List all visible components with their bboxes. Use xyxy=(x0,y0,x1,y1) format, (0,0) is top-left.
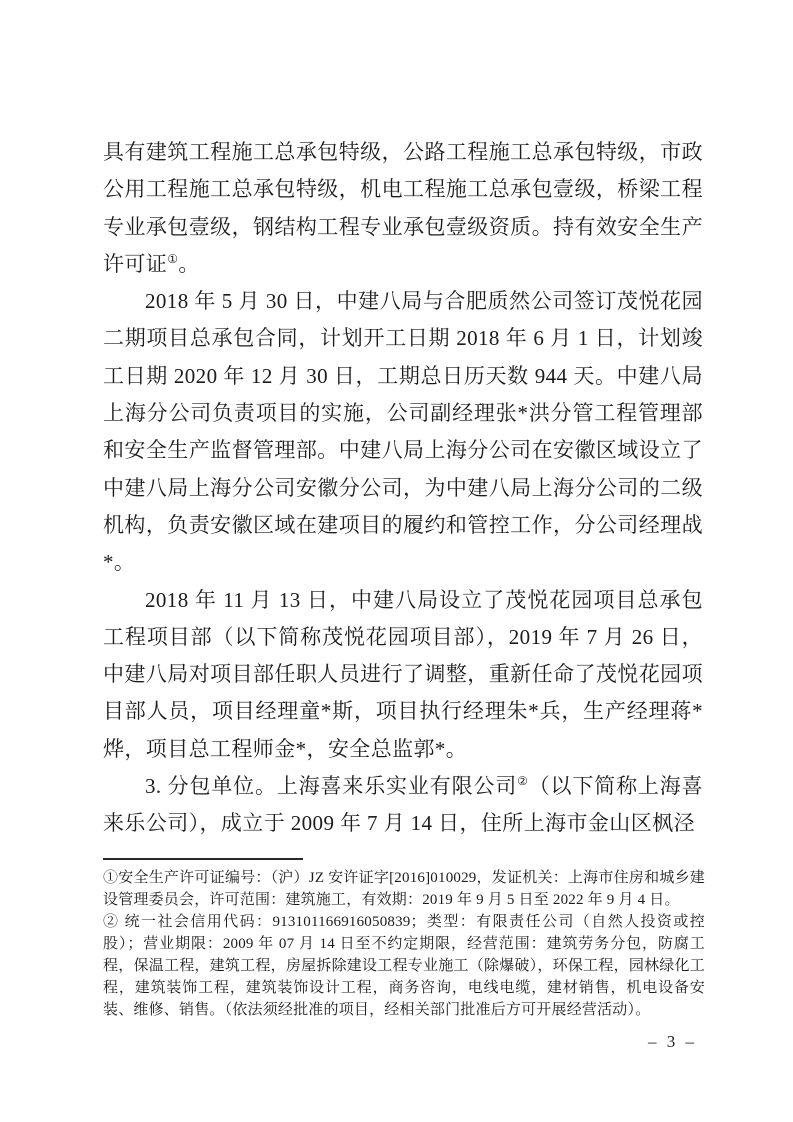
paragraph-text: （以下简称上海喜来乐公司），成立于 2009 年 7 月 14 日，住所上海市金山区枫泾 xyxy=(103,774,703,836)
paragraph-text: 2018 年 11 月 13 日，中建八局设立了茂悦花园项目总承包工程项目部（以下简称茂悦花园项目部），2019 年 7 月 26 日，中建八局对项目部任职人员进行了调整，重新任命了茂悦花园项目部人员，项目经理童*斯，项目执行经理朱*兵，生产经理蒋*烨，项目总工程师金*，安全总监郭*。 xyxy=(103,587,703,761)
paragraph-project-team xyxy=(103,582,703,768)
paragraph-qualifications xyxy=(103,134,703,283)
document-body xyxy=(103,134,703,843)
paragraph-text: 具有建筑工程施工总承包特级，公路工程施工总承包特级，市政公用工程施工总承包特级，机电工程施工总承包壹级，桥梁工程专业承包壹级，钢结构工程专业承包壹级资质。持有效安全生产许可证 xyxy=(103,140,703,276)
paragraph-text: 3. 分包单位。上海喜来乐实业有限公司 xyxy=(145,774,518,799)
paragraph-text: 2018 年 5 月 30 日，中建八局与合肥质然公司签订茂悦花园二期项目总承包合同，计划开工日期 2018 年 6 月 1 日，计划竣工日期 2020 年 12 月 30 日，工期总日历天数 944 天。中建八局上海分公司负责项目的实施，公司副经理张*洪分管工程管理部和安全生产监督管理部。中建八局上海分公司在安徽区域设立了中建八局上海分公司安徽分公司，为中建八局上海分公司的二级机构，负责安徽区域在建项目的履约和管控工作，分公司经理战*。 xyxy=(103,289,703,575)
footnote-2 xyxy=(103,911,705,1021)
paragraph-contract xyxy=(103,283,703,581)
paragraph-subcontractor xyxy=(103,768,703,843)
footnote-ref-2: ② xyxy=(517,774,529,789)
footnote-1 xyxy=(103,867,705,911)
footnote-text: ①安全生产许可证编号：（沪）JZ 安许证字[2016]010029，发证机关：上海市住房和城乡建设管理委员会，许可范围：建筑施工，有效期：2019 年 9 月 5 日至 2022 年 9 月 4 日。 xyxy=(103,870,705,908)
paragraph-text: 。 xyxy=(178,251,200,276)
footnote-ref-1: ① xyxy=(167,251,179,266)
footnotes-section xyxy=(103,858,705,1021)
page-number: – 3 – xyxy=(648,1032,697,1051)
footnote-text: ② 统一社会信用代码：913101166916050839；类型：有限责任公司（自然人投资或控股）；营业期限：2009 年 07 月 14 日至不约定期限，经营范围：建筑劳务分包，防腐工程，保温工程，建筑工程，房屋拆除建设工程专业施工（除爆破），环保工程，园林绿化工程，建筑装饰工程，建筑装饰设计工程，商务咨询，电线电缆，建材销售，机电设备安装、维修、销售。（依法须经批准的项目，经相关部门批准后方可开展经营活动）。 xyxy=(103,914,705,1018)
footnote-separator xyxy=(103,858,303,860)
